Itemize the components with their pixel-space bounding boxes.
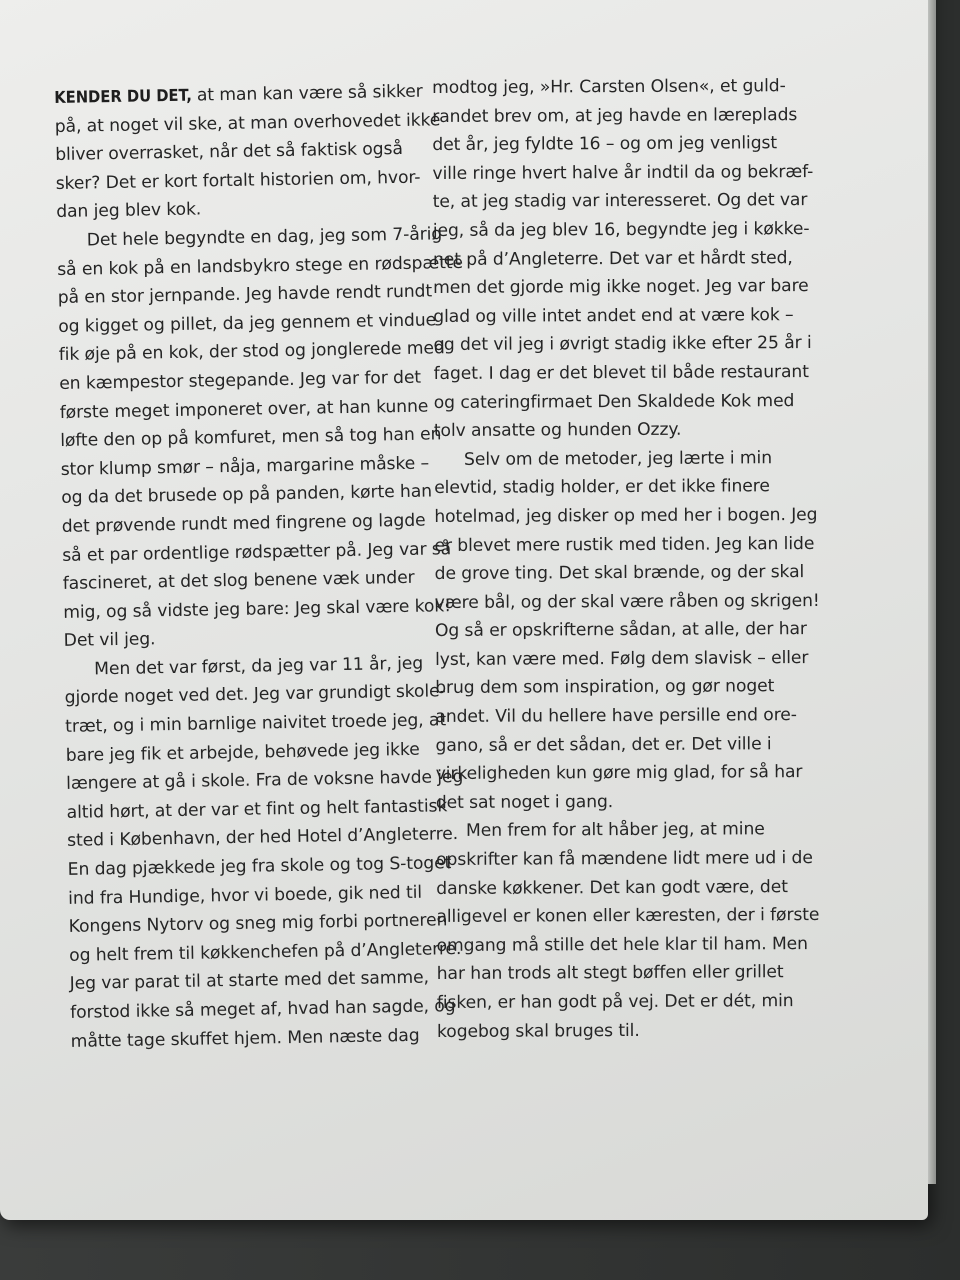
text-line: lyst, kan være med. Følg dem slavisk – eller bbox=[435, 647, 809, 670]
text-line: Jeg var parat til at starte med det samme, bbox=[69, 968, 430, 995]
text-line: på en stor jernpande. Jeg havde rendt rundt bbox=[57, 281, 433, 309]
text-line: en kæmpestor stegepande. Jeg var for det bbox=[59, 367, 422, 394]
text-line: opskrifter kan få mændene lidt mere ud i de bbox=[436, 848, 813, 871]
text-line: kogebog skal bruges til. bbox=[436, 1020, 640, 1042]
text-line: elevtid, stadig holder, er det ikke finere bbox=[434, 476, 770, 499]
text-line: sker? Det er kort fortalt historien om, hvor- bbox=[55, 167, 421, 194]
text-line: te, at jeg stadig var interesseret. Og det var bbox=[432, 190, 808, 213]
text-line: brug dem som inspiration, og gør noget bbox=[435, 676, 775, 699]
paragraph-start-line: Selv om de metoder, jeg lærte i min bbox=[463, 447, 773, 470]
text-line: faget. I dag er det blevet til både restaurant bbox=[433, 361, 809, 384]
text-line: andet. Vil du hellere have persille end ore- bbox=[435, 705, 797, 728]
paragraph-start-line: Det hele begyndte en dag, jeg som 7-årig bbox=[86, 224, 443, 251]
text-line: sted i København, der hed Hotel d’Angleterre. bbox=[67, 824, 459, 852]
text-line: jeg, så da jeg blev 16, begyndte jeg i køkke- bbox=[432, 218, 810, 241]
text-line: omgang må stille det hele klar til ham. Men bbox=[436, 933, 808, 956]
paragraph-start-line: Men det var først, da jeg var 11 år, jeg bbox=[94, 653, 424, 680]
text-line: Kongens Nytorv og sneg mig forbi portneren bbox=[68, 910, 448, 938]
text-line: stor klump smør – nåja, margarine måske – bbox=[60, 453, 430, 480]
text-line: ville ringe hvert halve år indtil da og bekræf- bbox=[432, 161, 814, 184]
right-column bbox=[432, 72, 829, 1046]
text-line-content: at man kan være så sikker bbox=[196, 81, 423, 106]
paragraph-start-line: Men frem for alt håber jeg, at mine bbox=[465, 819, 765, 842]
text-line: Det vil jeg. bbox=[63, 629, 156, 652]
text-line: og det vil jeg i øvrigt stadig ikke efter 25 år i bbox=[433, 333, 812, 356]
text-line: længere at gå i skole. Fra de voksne havde jeg bbox=[66, 767, 464, 795]
left-column bbox=[54, 78, 464, 1056]
text-line: glad og ville intet andet end at være kok – bbox=[433, 304, 794, 327]
text-line: alligevel er konen eller kæresten, der i første bbox=[436, 905, 820, 928]
text-line: det år, jeg fyldte 16 – og om jeg venligst bbox=[432, 133, 778, 156]
text-line: gano, så er det sådan, det er. Det ville i bbox=[435, 733, 772, 756]
text-line: de grove ting. Det skal brænde, og der skal bbox=[434, 562, 805, 585]
text-line: er blevet mere rustik med tiden. Jeg kan lide bbox=[434, 533, 815, 556]
text-line: og kigget og pillet, da jeg gennem et vindue bbox=[58, 310, 437, 337]
text-line: og cateringfirmaet Den Skaldede Kok med bbox=[433, 390, 795, 413]
page-edge bbox=[928, 0, 936, 1184]
text-line: forstod ikke så meget af, hvad han sagde, og bbox=[70, 996, 456, 1023]
text-line: træt, og i min barnlige naivitet troede jeg, at bbox=[65, 710, 447, 737]
text-line: randet brev om, at jeg havde en læreplads bbox=[432, 104, 798, 127]
text-line: Og så er opskrifterne sådan, at alle, der har bbox=[434, 619, 807, 642]
text-line: gjorde noget ved det. Jeg var grundigt skole- bbox=[64, 681, 446, 709]
text-line: være bål, og der skal være råben og skrigen! bbox=[434, 590, 820, 613]
text-line: fascineret, at det slog benene væk under bbox=[62, 567, 415, 595]
text-line: det prøvende rundt med fingrene og lagde bbox=[61, 510, 426, 537]
text-line: så et par ordentlige rødspætter på. Jeg var så bbox=[62, 538, 452, 566]
text-line: dan jeg blev kok. bbox=[56, 199, 202, 223]
text-line: fik øje på en kok, der stod og jonglerede med bbox=[58, 338, 445, 366]
text-line: løfte den op på komfuret, men så tog han en bbox=[60, 424, 442, 452]
text-line: net på d’Angleterre. Det var et hårdt sted, bbox=[432, 247, 793, 270]
text-line: tolv ansatte og hunden Ozzy. bbox=[433, 419, 682, 442]
text-line: måtte tage skuffet hjem. Men næste dag bbox=[70, 1025, 420, 1052]
text-line: En dag pjækkede jeg fra skole og tog S-toget bbox=[67, 853, 452, 880]
text-line: og da det brusede op på panden, kørte han bbox=[61, 481, 433, 509]
text-line: modtog jeg, »Hr. Carsten Olsen«, et guld- bbox=[432, 76, 786, 98]
text-line: bliver overrasket, når det så faktisk også bbox=[55, 139, 403, 166]
text-line: men det gjorde mig ikke noget. Jeg var bare bbox=[433, 276, 809, 299]
text-line: ind fra Hundige, hvor vi boede, gik ned til bbox=[68, 882, 423, 909]
text-line: så en kok på en landsbykro stege en rødspætte bbox=[57, 252, 464, 280]
text-line: på, at noget vil ske, at man overhovedet ikke bbox=[54, 109, 441, 137]
lead-in-heading: KENDER DU DET, bbox=[54, 85, 193, 107]
text-line: mig, og så vidste jeg bare: Jeg skal være kok! bbox=[63, 595, 452, 623]
text-line: og helt frem til køkkenchefen på d’Angleterre. bbox=[69, 938, 462, 966]
text-line: altid hørt, at der var et fint og helt fantastisk bbox=[66, 796, 448, 823]
text-line: første meget imponeret over, at han kunne bbox=[59, 396, 429, 423]
text-line: det sat noget i gang. bbox=[435, 791, 614, 813]
text-line: fisken, er han godt på vej. Det er dét, min bbox=[436, 991, 794, 1013]
text-line: danske køkkener. Det kan godt være, det bbox=[436, 876, 788, 899]
text-line: bare jeg fik et arbejde, behøvede jeg ikke bbox=[65, 739, 420, 766]
text-line: har han trods alt stegt bøffen eller grillet bbox=[436, 962, 784, 985]
text-line: virkeligheden kun gøre mig glad, for så har bbox=[435, 762, 803, 785]
text-line: hotelmad, jeg disker op med her i bogen. Jeg bbox=[434, 504, 818, 527]
